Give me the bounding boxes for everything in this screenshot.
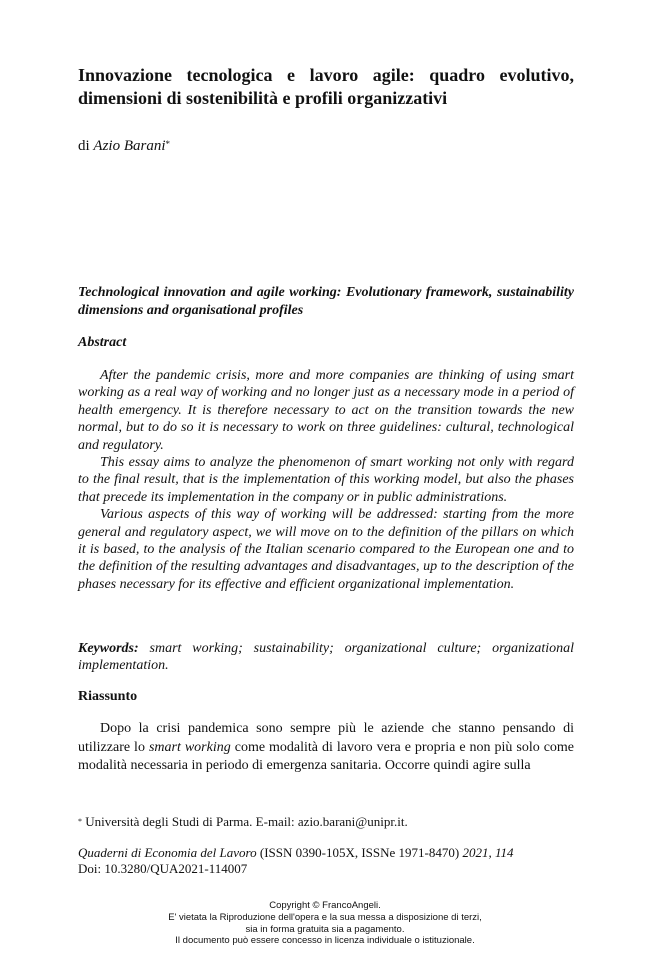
copyright-line: E' vietata la Riproduzione dell'opera e la sua messa a disposizione di terzi, xyxy=(168,911,482,923)
copyright-line: Copyright © FrancoAngeli. xyxy=(269,900,381,911)
article-title: Innovazione tecnologica e lavoro agile: quadro evolutivo, dimensioni di sostenibilità e profili organizzativi xyxy=(78,65,574,108)
journal-info xyxy=(78,845,574,877)
journal-doi: Doi: 10.3280/QUA2021-114007 xyxy=(78,861,248,876)
riassunto-body xyxy=(78,720,574,776)
footnote xyxy=(78,814,408,830)
abstract-paragraph: This essay aims to analyze the phenomenon of smart working not only with regard to the final result, that is the implementation of this working model, but also the phases that precede its implementation in the company or in public administrations. xyxy=(78,455,574,505)
abstract-paragraph: Various aspects of this way of working will be addressed: starting from the more general and regulatory aspect, we will move on to the definition of the pillars on which it is based, to the analysis of the Italian scenario compared to the European one and to the definition of the resulting advantages and disadvantages, up to the description of the phases necessary for its effective and efficient organizational implementation. xyxy=(78,507,574,592)
author-name: Azio Barani xyxy=(93,138,166,154)
copyright-notice xyxy=(0,900,650,947)
journal-name: Quaderni di Economia del Lavoro xyxy=(78,845,257,860)
riassunto-text-italic: smart working xyxy=(148,739,231,755)
keywords-text: smart working; sustainability; organizational culture; organizational implementation. xyxy=(78,641,575,674)
copyright-line: sia in forma gratuita sia a pagamento. xyxy=(245,923,405,935)
author-prefix: di xyxy=(78,138,90,154)
riassunto-heading: Riassunto xyxy=(78,689,138,704)
footnote-text: Università degli Studi di Parma. E-mail: azio.barani@unipr.it. xyxy=(85,814,408,829)
abstract-body xyxy=(78,367,574,593)
abstract-paragraph: After the pandemic crisis, more and more companies are thinking of using smart working as a real way of working and no longer just as a necessary mode in a period of health emergency. It is therefore necessary to act on the transition towards the new normal, but to do so it is necessary to work on three guidelines: cultural, technological and regulatory. xyxy=(78,368,574,453)
journal-issue: 2021, 114 xyxy=(462,845,514,860)
english-title: Technological innovation and agile working: Evolutionary framework, sustainability dimensions and organisational profiles xyxy=(78,285,574,318)
copyright-line: Il documento può essere concesso in licenza individuale o istituzionale. xyxy=(175,935,475,947)
keywords xyxy=(78,640,574,675)
author-line xyxy=(78,137,170,155)
abstract-heading: Abstract xyxy=(78,335,127,350)
footnote-marker: * xyxy=(78,817,82,826)
author-footnote-marker: * xyxy=(165,139,171,149)
journal-citation xyxy=(78,845,574,861)
journal-issn: (ISSN 0390-105X, ISSNe 1971-8470) xyxy=(259,845,460,860)
riassunto-text-after: come modalità di lavoro vera e propria e non più solo come modalità necessaria in periodo di emergenza sanitaria. Occorre quindi agire sulla xyxy=(78,739,575,773)
riassunto-text-before: Dopo la crisi pandemica sono sempre più le aziende che stanno pensando di utilizzare lo xyxy=(78,721,574,755)
keywords-label: Keywords: xyxy=(78,641,139,656)
